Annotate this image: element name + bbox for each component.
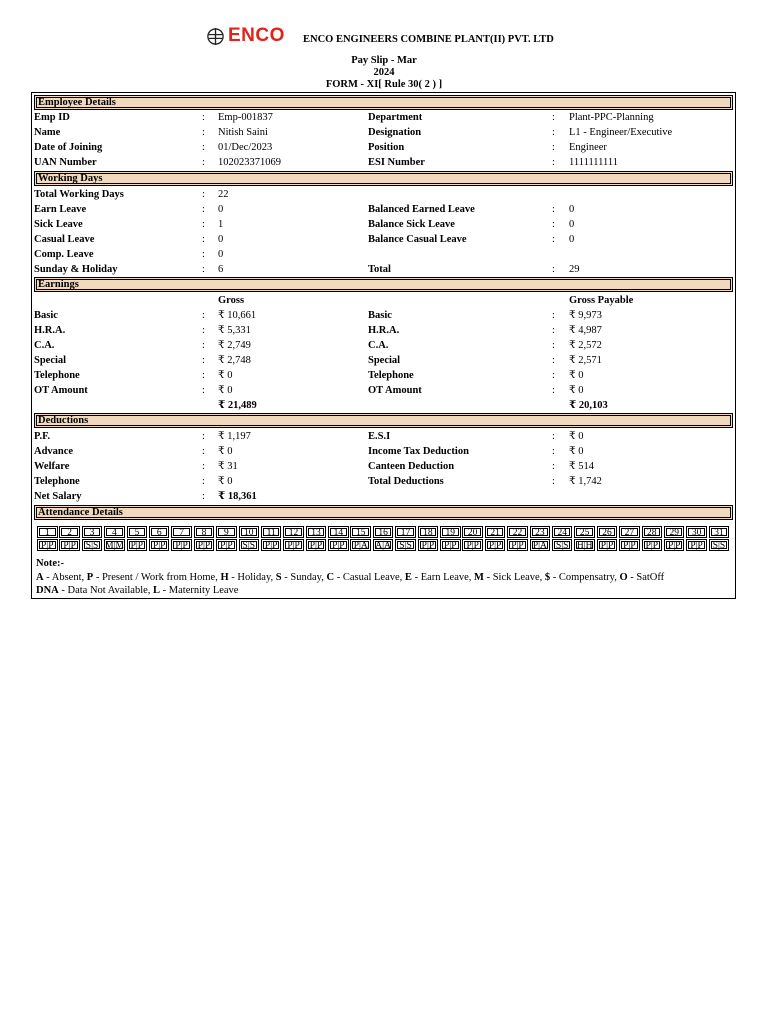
day-status: S|S xyxy=(82,539,103,551)
attendance-day xyxy=(82,526,103,551)
detail-row xyxy=(32,308,735,323)
left-label: Basic xyxy=(34,310,58,321)
attendance-day xyxy=(664,526,685,551)
payslip-year: 2024 xyxy=(373,67,395,78)
colon: : xyxy=(552,461,555,472)
right-label: Position xyxy=(368,142,405,153)
detail-row xyxy=(32,429,735,444)
right-value: ₹ 0 xyxy=(569,446,584,457)
colon: : xyxy=(552,127,555,138)
day-status: P|P xyxy=(283,539,304,551)
colon: : xyxy=(202,219,205,230)
detail-row xyxy=(32,155,735,170)
left-label: Earn Leave xyxy=(34,204,87,215)
attendance-day xyxy=(507,526,528,551)
day-status: S|S xyxy=(239,539,260,551)
colon: : xyxy=(552,204,555,215)
left-label: UAN Number xyxy=(34,157,97,168)
day-status: S|S xyxy=(709,539,730,551)
day-number: 21 xyxy=(485,526,506,538)
colon: : xyxy=(202,476,205,487)
detail-row xyxy=(32,262,735,277)
day-number: 5 xyxy=(127,526,148,538)
detail-row xyxy=(32,459,735,474)
gross-header: Gross xyxy=(218,295,245,306)
day-number: 2 xyxy=(59,526,80,538)
colon: : xyxy=(202,112,205,123)
colon: : xyxy=(202,189,205,200)
left-label: Sunday & Holiday xyxy=(34,264,118,275)
day-number: 25 xyxy=(574,526,595,538)
legend-code: E xyxy=(404,572,412,583)
day-status: P|P xyxy=(216,539,237,551)
colon: : xyxy=(552,219,555,230)
attendance-day xyxy=(709,526,730,551)
detail-row xyxy=(32,140,735,155)
day-number: 31 xyxy=(709,526,730,538)
colon: : xyxy=(202,142,205,153)
day-status: M|M xyxy=(105,541,124,551)
section-deductions: Deductions xyxy=(34,413,733,428)
left-value: ₹ 2,749 xyxy=(218,340,251,351)
attendance-day xyxy=(619,526,640,551)
left-value: 102023371069 xyxy=(218,157,281,168)
attendance-day xyxy=(462,526,483,551)
detail-row xyxy=(32,125,735,140)
day-number: 8 xyxy=(194,526,215,538)
legend-code: L xyxy=(153,585,161,596)
colon: : xyxy=(552,446,555,457)
section-earnings: Earnings xyxy=(34,277,733,292)
day-number: 20 xyxy=(462,526,483,538)
colon: : xyxy=(552,157,555,168)
legend-code: S xyxy=(275,572,282,583)
colon: : xyxy=(202,310,205,321)
right-label: Basic xyxy=(368,310,392,321)
day-status: P|P xyxy=(171,539,192,551)
right-value: Engineer xyxy=(569,142,607,153)
colon: : xyxy=(202,249,205,260)
left-label: Welfare xyxy=(34,461,70,472)
legend-text: Sunday xyxy=(290,572,322,583)
legend-code: O xyxy=(619,572,628,583)
right-value: Plant-PPC-Planning xyxy=(569,112,654,123)
attendance-day xyxy=(418,526,439,551)
net-salary-row xyxy=(32,489,735,504)
section-attendance-details: Attendance Details xyxy=(34,505,733,520)
left-value: ₹ 1,197 xyxy=(218,431,251,442)
right-label: C.A. xyxy=(368,340,389,351)
total-gross-value: ₹ 21,489 xyxy=(218,400,257,411)
right-value: ₹ 1,742 xyxy=(569,476,602,487)
legend-code: H xyxy=(220,572,229,583)
right-label: H.R.A. xyxy=(368,325,400,336)
day-status: P|P xyxy=(149,539,170,551)
left-value: 0 xyxy=(218,204,224,215)
day-status: P|P xyxy=(418,539,439,551)
legend-text: Compensatry xyxy=(558,572,615,583)
colon: : xyxy=(552,385,555,396)
day-status: P|P xyxy=(664,539,685,551)
attendance-day xyxy=(440,526,461,551)
legend-code: M xyxy=(474,572,484,583)
left-value: ₹ 31 xyxy=(218,461,238,472)
colon: : xyxy=(552,325,555,336)
colon: : xyxy=(202,385,205,396)
detail-row xyxy=(32,187,735,202)
day-status: P|P xyxy=(440,539,461,551)
legend-code: A xyxy=(36,572,44,583)
day-number: 10 xyxy=(239,526,260,538)
left-value: ₹ 0 xyxy=(218,385,233,396)
day-status: P|A xyxy=(350,539,371,551)
right-value: ₹ 9,973 xyxy=(569,310,602,321)
attendance-day xyxy=(395,526,416,551)
left-label: C.A. xyxy=(34,340,55,351)
detail-row xyxy=(32,474,735,489)
payslip-table xyxy=(31,92,736,599)
day-number: 17 xyxy=(395,526,416,538)
attendance-day xyxy=(373,526,394,551)
net-salary-value: ₹ 18,361 xyxy=(218,491,257,502)
detail-row xyxy=(32,353,735,368)
left-label: Comp. Leave xyxy=(34,249,94,260)
day-number: 23 xyxy=(530,526,551,538)
right-label: Income Tax Deduction xyxy=(368,446,469,457)
left-label: P.F. xyxy=(34,431,51,442)
left-label: Name xyxy=(34,127,61,138)
right-label: E.S.I xyxy=(368,431,391,442)
form-rule: FORM - XI[ Rule 30( 2 ) ] xyxy=(325,79,443,90)
company-name: ENCO ENGINEERS COMBINE PLANT(II) PVT. LTD xyxy=(303,34,554,45)
legend-code: DNA xyxy=(36,585,59,596)
left-value: 0 xyxy=(218,234,224,245)
right-value: ₹ 2,571 xyxy=(569,355,602,366)
colon: : xyxy=(202,446,205,457)
left-label: Emp ID xyxy=(34,112,70,123)
colon: : xyxy=(552,340,555,351)
colon: : xyxy=(552,142,555,153)
attendance-day xyxy=(283,526,304,551)
legend-text: Present / Work from Home xyxy=(101,572,216,583)
legend-text: Data Not Available xyxy=(67,585,148,596)
left-label: Date of Joining xyxy=(34,142,103,153)
net-salary-label: Net Salary xyxy=(34,491,82,502)
attendance-day xyxy=(306,526,327,551)
day-status: P|P xyxy=(127,539,148,551)
colon: : xyxy=(202,431,205,442)
colon: : xyxy=(202,461,205,472)
right-label: Balanced Earned Leave xyxy=(368,204,475,215)
detail-row xyxy=(32,247,735,262)
left-value: 0 xyxy=(218,249,224,260)
attendance-day xyxy=(574,526,595,551)
day-status: P|P xyxy=(485,539,506,551)
attendance-day xyxy=(642,526,663,551)
detail-row xyxy=(32,110,735,125)
right-label: Canteen Deduction xyxy=(368,461,455,472)
day-number: 15 xyxy=(350,526,371,538)
attendance-day xyxy=(104,526,125,551)
colon: : xyxy=(552,310,555,321)
legend-text: Casual Leave xyxy=(342,572,400,583)
left-value: Emp-001837 xyxy=(218,112,273,123)
left-label: Advance xyxy=(34,446,74,457)
colon: : xyxy=(552,264,555,275)
day-number: 30 xyxy=(686,526,707,538)
colon: : xyxy=(552,431,555,442)
legend-text: Sick Leave xyxy=(492,572,540,583)
attendance-day xyxy=(485,526,506,551)
day-status: S|S xyxy=(552,539,573,551)
day-number: 19 xyxy=(440,526,461,538)
left-label: OT Amount xyxy=(34,385,88,396)
colon: : xyxy=(202,204,205,215)
earnings-total-row xyxy=(32,398,735,413)
left-label: Total Working Days xyxy=(34,189,124,200)
day-number: 9 xyxy=(216,526,237,538)
left-value: ₹ 2,748 xyxy=(218,355,251,366)
day-number: 14 xyxy=(328,526,349,538)
day-status: P|A xyxy=(530,539,551,551)
colon: : xyxy=(202,127,205,138)
legend-line-2: DNA - Data Not Available, L - Maternity Leave xyxy=(36,585,239,596)
attendance-day xyxy=(59,526,80,551)
day-number: 3 xyxy=(82,526,103,538)
legend-text: SatOff xyxy=(636,572,665,583)
left-value: ₹ 5,331 xyxy=(218,325,251,336)
attendance-day xyxy=(328,526,349,551)
right-label: ESI Number xyxy=(368,157,425,168)
right-value: 0 xyxy=(569,204,575,215)
day-number: 18 xyxy=(418,526,439,538)
note-title: Note:- xyxy=(36,558,64,569)
left-value: 01/Dec/2023 xyxy=(218,142,273,153)
right-value: ₹ 2,572 xyxy=(569,340,602,351)
day-status: P|P xyxy=(37,539,58,551)
left-value: ₹ 0 xyxy=(218,476,233,487)
attendance-day xyxy=(350,526,371,551)
day-status: P|P xyxy=(59,539,80,551)
right-value: 0 xyxy=(569,219,575,230)
left-label: Sick Leave xyxy=(34,219,83,230)
attendance-day xyxy=(194,526,215,551)
left-label: Casual Leave xyxy=(34,234,95,245)
attendance-day xyxy=(552,526,573,551)
company-logo xyxy=(206,25,285,47)
right-label: Total Deductions xyxy=(368,476,444,487)
attendance-day xyxy=(261,526,282,551)
detail-row xyxy=(32,217,735,232)
legend-line-1: A - Absent, P - Present / Work from Home, H - Holiday, S - Sunday, C - Casual Leave, E - Earn Leave, M - Sick Leave, $ - Compensatry, O - SatOff xyxy=(36,572,665,583)
right-value: ₹ 0 xyxy=(569,431,584,442)
right-label: Balance Sick Leave xyxy=(368,219,455,230)
left-value: ₹ 10,661 xyxy=(218,310,257,321)
colon: : xyxy=(202,157,205,168)
left-value: 1 xyxy=(218,219,224,230)
day-status: P|P xyxy=(306,539,327,551)
day-number: 7 xyxy=(171,526,192,538)
day-status: P|P xyxy=(619,539,640,551)
attendance-day xyxy=(530,526,551,551)
attendance-day xyxy=(37,526,58,551)
attendance-day xyxy=(216,526,237,551)
left-label: Telephone xyxy=(34,370,80,381)
right-value: ₹ 0 xyxy=(569,385,584,396)
legend-code: $ xyxy=(544,572,551,583)
detail-row xyxy=(32,202,735,217)
detail-row xyxy=(32,232,735,247)
attendance-day xyxy=(597,526,618,551)
left-value: 6 xyxy=(218,264,224,275)
day-status: P|P xyxy=(462,539,483,551)
section-employee-details: Employee Details xyxy=(34,95,733,110)
legend-text: Absent xyxy=(51,572,82,583)
day-status: S|S xyxy=(395,539,416,551)
right-label: Total xyxy=(368,264,391,275)
day-number: 12 xyxy=(283,526,304,538)
right-value: L1 - Engineer/Executive xyxy=(569,127,673,138)
colon: : xyxy=(552,476,555,487)
attendance-grid xyxy=(37,526,731,551)
right-label: Telephone xyxy=(368,370,414,381)
section-working-days: Working Days xyxy=(34,171,733,186)
detail-row xyxy=(32,323,735,338)
day-status: P|P xyxy=(597,539,618,551)
day-number: 28 xyxy=(642,526,663,538)
colon: : xyxy=(552,370,555,381)
left-label: Telephone xyxy=(34,476,80,487)
right-value: ₹ 4,987 xyxy=(569,325,602,336)
right-label: Designation xyxy=(368,127,422,138)
attendance-day xyxy=(149,526,170,551)
colon: : xyxy=(202,355,205,366)
right-value: 0 xyxy=(569,234,575,245)
day-status: P|P xyxy=(328,539,349,551)
right-label: Department xyxy=(368,112,423,123)
earnings-column-headers xyxy=(32,293,735,308)
day-status: H|H xyxy=(574,539,595,551)
legend-code: C xyxy=(326,572,335,583)
colon: : xyxy=(202,370,205,381)
left-value: ₹ 0 xyxy=(218,446,233,457)
right-label: OT Amount xyxy=(368,385,422,396)
colon: : xyxy=(202,234,205,245)
day-status: P|P xyxy=(642,539,663,551)
day-number: 16 xyxy=(373,526,394,538)
total-payable-value: ₹ 20,103 xyxy=(569,400,608,411)
colon: : xyxy=(552,234,555,245)
colon: : xyxy=(202,325,205,336)
day-status: P|P xyxy=(194,539,215,551)
day-status: P|P xyxy=(261,539,282,551)
legend-text: Holiday xyxy=(237,572,271,583)
detail-row xyxy=(32,383,735,398)
day-number: 13 xyxy=(306,526,327,538)
right-value: ₹ 0 xyxy=(569,370,584,381)
attendance-day xyxy=(127,526,148,551)
enco-logo-icon xyxy=(206,27,225,46)
attendance-day xyxy=(171,526,192,551)
attendance-day xyxy=(686,526,707,551)
left-value: Nitish Saini xyxy=(218,127,268,138)
right-label: Balance Casual Leave xyxy=(368,234,467,245)
detail-row xyxy=(32,444,735,459)
left-value: 22 xyxy=(218,189,229,200)
colon: : xyxy=(202,340,205,351)
colon: : xyxy=(552,112,555,123)
legend-text: Earn Leave xyxy=(420,572,469,583)
left-label: H.R.A. xyxy=(34,325,66,336)
attendance-day xyxy=(239,526,260,551)
left-label: Special xyxy=(34,355,67,366)
payslip-header xyxy=(0,22,768,92)
gross-payable-header: Gross Payable xyxy=(569,295,634,306)
right-value: 1111111111 xyxy=(569,157,618,168)
detail-row xyxy=(32,338,735,353)
day-number: 11 xyxy=(261,526,282,538)
payslip-title: Pay Slip - Mar xyxy=(351,55,417,66)
colon: : xyxy=(552,355,555,366)
day-number: 27 xyxy=(619,526,640,538)
right-label: Special xyxy=(368,355,401,366)
right-value: 29 xyxy=(569,264,580,275)
day-status: P|P xyxy=(507,539,528,551)
colon: : xyxy=(202,491,205,502)
day-number: 26 xyxy=(597,526,618,538)
left-value: ₹ 0 xyxy=(218,370,233,381)
legend-code: P xyxy=(86,572,94,583)
right-value: ₹ 514 xyxy=(569,461,595,472)
day-number: 29 xyxy=(664,526,685,538)
detail-row xyxy=(32,368,735,383)
day-status: A|A xyxy=(373,539,394,551)
logo-text: ENCO xyxy=(228,25,285,46)
day-number: 4 xyxy=(104,526,125,538)
day-number: 22 xyxy=(507,526,528,538)
colon: : xyxy=(202,264,205,275)
day-number: 6 xyxy=(149,526,170,538)
day-status: P|P xyxy=(686,539,707,551)
legend-text: Maternity Leave xyxy=(168,585,239,596)
day-number: 1 xyxy=(37,526,58,538)
day-number: 24 xyxy=(552,526,573,538)
